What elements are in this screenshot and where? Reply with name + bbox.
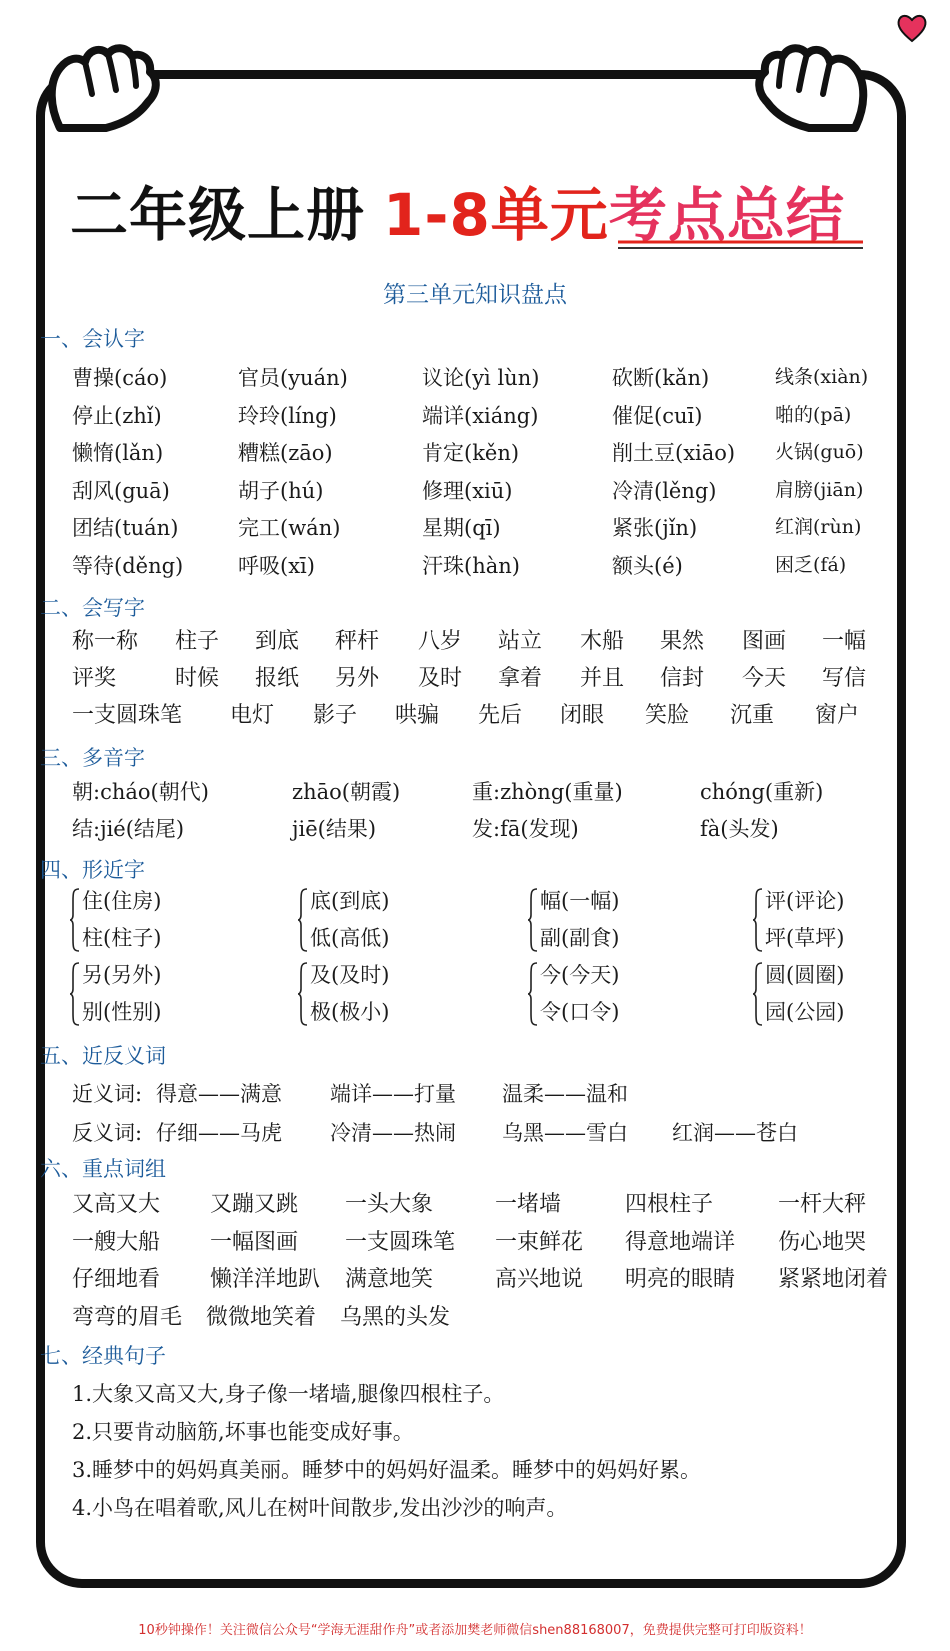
phrase-item: 一头大象 (345, 1192, 434, 1217)
phrase-item: 紧紧地闭着 (778, 1267, 889, 1292)
recognize-item: 端详(xiáng) (422, 403, 539, 428)
write-item: 信封 (660, 666, 705, 691)
heart-icon (895, 12, 929, 44)
phrase-item: 一幅图画 (210, 1229, 299, 1255)
similar-char-item: 圆(圆圈) (765, 963, 845, 987)
write-item: 图画 (742, 629, 787, 654)
write-item: 今天 (742, 666, 787, 691)
section-synonym-heading: 五、近反义词 (40, 1044, 166, 1068)
recognize-item: 汗珠(hàn) (422, 553, 520, 578)
phrase-item: 得意地端详 (625, 1229, 736, 1255)
brace-icon (527, 887, 539, 953)
recognize-item: 红润(rùn) (775, 516, 862, 538)
section-similar-heading: 四、形近字 (40, 858, 145, 882)
write-item: 果然 (660, 629, 705, 654)
synonyms-label: 近义词: (72, 1082, 143, 1106)
phrase-item: 乌黑的头发 (340, 1304, 451, 1330)
recognize-item: 紧张(jǐn) (612, 516, 698, 540)
recognize-item: 懒惰(lǎn) (72, 441, 164, 465)
write-item: 及时 (418, 666, 463, 691)
section-phrases-heading: 六、重点词组 (40, 1157, 166, 1181)
title-summary: 考点总结 (608, 181, 845, 249)
recognize-item: 曹操(cáo) (72, 366, 168, 390)
recognize-item: 修理(xiū) (422, 478, 513, 503)
brace-icon (69, 887, 81, 953)
title-units: 1-8单元 (383, 181, 609, 249)
recognize-item: 火锅(guō) (775, 441, 864, 463)
antonym-pair: 红润——苍白 (672, 1121, 798, 1145)
brace-icon (752, 887, 764, 953)
write-item: 站立 (498, 629, 543, 654)
write-item: 先后 (478, 703, 523, 728)
antonym-pair: 冷清——热闹 (330, 1121, 456, 1145)
polyphone-item: chóng(重新) (700, 780, 824, 804)
title-underline (618, 240, 863, 250)
similar-char-item: 坪(草坪) (765, 926, 845, 950)
write-item: 影子 (313, 703, 358, 728)
title-grade: 二年级上册 (70, 181, 366, 249)
recognize-item: 团结(tuán) (72, 516, 179, 540)
section-recognize-heading: 一、会认字 (40, 327, 145, 351)
polyphone-item: 重:zhòng(重量) (472, 780, 623, 804)
write-item: 另外 (335, 666, 380, 691)
write-item: 八岁 (418, 629, 463, 654)
recognize-item: 停止(zhǐ) (72, 403, 162, 428)
phrase-item: 懒洋洋地趴 (210, 1267, 321, 1292)
recognize-item: 砍断(kǎn) (612, 366, 710, 390)
write-item: 一支圆珠笔 (72, 703, 183, 728)
section-write-heading: 二、会写字 (40, 596, 145, 620)
polyphone-item: 朝:cháo(朝代) (72, 780, 209, 804)
recognize-item: 完工(wán) (238, 516, 341, 540)
similar-char-item: 园(公园) (765, 1000, 845, 1024)
write-item: 拿着 (498, 666, 543, 691)
sentence-item: 2.只要肯动脑筋,坏事也能变成好事。 (72, 1420, 414, 1444)
phrase-item: 满意地笑 (345, 1267, 434, 1292)
recognize-item: 啪的(pā) (775, 403, 852, 426)
phrase-item: 仔细地看 (72, 1267, 161, 1292)
recognize-item: 星期(qī) (422, 516, 501, 540)
section-sentences-heading: 七、经典句子 (40, 1344, 166, 1368)
phrase-item: 一束鲜花 (495, 1229, 584, 1255)
similar-char-item: 及(及时) (310, 963, 390, 987)
section-polyphone-heading: 三、多音字 (40, 746, 145, 770)
phrase-item: 又蹦又跳 (210, 1192, 299, 1217)
similar-char-item: 柱(柱子) (82, 926, 162, 950)
recognize-item: 官员(yuán) (238, 366, 348, 390)
write-item: 时候 (175, 666, 220, 691)
write-item: 评奖 (72, 666, 117, 691)
antonyms-label: 反义词: (72, 1121, 143, 1145)
phrase-item: 一堵墙 (495, 1192, 562, 1217)
brace-icon (527, 961, 539, 1027)
write-item: 笑脸 (645, 703, 690, 728)
recognize-item: 线条(xiàn) (775, 366, 869, 388)
synonym-pair: 温柔——温和 (502, 1082, 628, 1106)
polyphone-item: 结:jié(结尾) (72, 817, 185, 841)
recognize-item: 冷清(lěng) (612, 478, 717, 503)
similar-char-item: 别(性别) (82, 1000, 162, 1024)
recognize-item: 胡子(hú) (238, 478, 324, 503)
write-item: 写信 (822, 666, 867, 691)
write-item: 电灯 (230, 703, 275, 728)
antonym-pair: 仔细——马虎 (156, 1121, 282, 1145)
similar-char-item: 评(评论) (765, 889, 845, 913)
synonym-pair: 得意——满意 (156, 1082, 282, 1106)
phrase-item: 高兴地说 (495, 1267, 584, 1292)
recognize-item: 削土豆(xiāo) (612, 441, 736, 465)
phrase-item: 一杆大秤 (778, 1192, 867, 1217)
recognize-item: 催促(cuī) (612, 403, 703, 428)
write-item: 哄骗 (395, 703, 440, 728)
recognize-item: 糟糕(zāo) (238, 441, 333, 465)
write-item: 秤杆 (335, 629, 380, 654)
sentence-item: 1.大象又高又大,身子像一堵墙,腿像四根柱子。 (72, 1382, 505, 1406)
recognize-item: 刮风(guā) (72, 478, 170, 503)
write-item: 到底 (255, 629, 300, 654)
polyphone-item: jiē(结果) (292, 817, 377, 841)
write-item: 闭眼 (560, 703, 605, 728)
write-item: 并且 (580, 666, 625, 691)
write-item: 木船 (580, 629, 625, 654)
write-item: 报纸 (255, 666, 300, 691)
cartoon-hand-left-icon (30, 28, 170, 138)
recognize-item: 困乏(fá) (775, 553, 847, 576)
brace-icon (69, 961, 81, 1027)
synonym-pair: 端详——打量 (330, 1082, 456, 1106)
phrase-item: 又高又大 (72, 1192, 161, 1217)
cartoon-hand-right-icon (745, 28, 885, 138)
antonym-pair: 乌黑——雪白 (502, 1121, 628, 1145)
similar-char-item: 幅(一幅) (540, 889, 620, 913)
write-item: 称一称 (72, 629, 139, 654)
brace-icon (297, 887, 309, 953)
recognize-item: 玲玲(líng) (238, 403, 337, 428)
brace-icon (752, 961, 764, 1027)
brace-icon (297, 961, 309, 1027)
similar-char-item: 另(另外) (82, 963, 162, 987)
recognize-item: 肯定(kěn) (422, 441, 520, 465)
similar-char-item: 住(住房) (82, 889, 162, 913)
recognize-item: 等待(děng) (72, 553, 184, 578)
promo-footer: 10秒钟操作！关注微信公众号“学海无涯甜作舟”或者添加樊老师微信shen88168007，免费提供完整可打印版资料！ (138, 1623, 812, 1638)
similar-char-item: 令(口令) (540, 1000, 620, 1024)
polyphone-item: zhāo(朝霞) (292, 780, 401, 804)
write-item: 窗户 (815, 703, 860, 728)
subtitle: 第三单元知识盘点 (383, 282, 567, 308)
write-item: 柱子 (175, 629, 220, 654)
similar-char-item: 低(高低) (310, 926, 390, 950)
phrase-item: 四根柱子 (625, 1192, 714, 1217)
write-item: 沉重 (730, 703, 775, 728)
recognize-item: 额头(é) (612, 553, 683, 578)
recognize-item: 呼吸(xī) (238, 553, 315, 578)
polyphone-item: fà(头发) (700, 817, 779, 841)
recognize-item: 肩膀(jiān) (775, 478, 864, 501)
phrase-item: 明亮的眼睛 (625, 1267, 736, 1292)
phrase-item: 一艘大船 (72, 1229, 161, 1255)
similar-char-item: 副(副食) (540, 926, 620, 950)
phrase-item: 微微地笑着 (206, 1304, 317, 1330)
similar-char-item: 极(极小) (310, 1000, 390, 1024)
write-item: 一幅 (822, 629, 867, 654)
similar-char-item: 底(到底) (310, 889, 390, 913)
sentence-item: 3.睡梦中的妈妈真美丽。睡梦中的妈妈好温柔。睡梦中的妈妈好累。 (72, 1458, 702, 1482)
sentence-item: 4.小鸟在唱着歌,风儿在树叶间散步,发出沙沙的响声。 (72, 1496, 568, 1520)
recognize-item: 议论(yì lùn) (422, 366, 540, 390)
phrase-item: 伤心地哭 (778, 1229, 867, 1255)
phrase-item: 弯弯的眉毛 (72, 1304, 183, 1330)
similar-char-item: 今(今天) (540, 963, 620, 987)
page-title (70, 168, 880, 248)
phrase-item: 一支圆珠笔 (345, 1229, 456, 1255)
polyphone-item: 发:fā(发现) (472, 817, 579, 841)
